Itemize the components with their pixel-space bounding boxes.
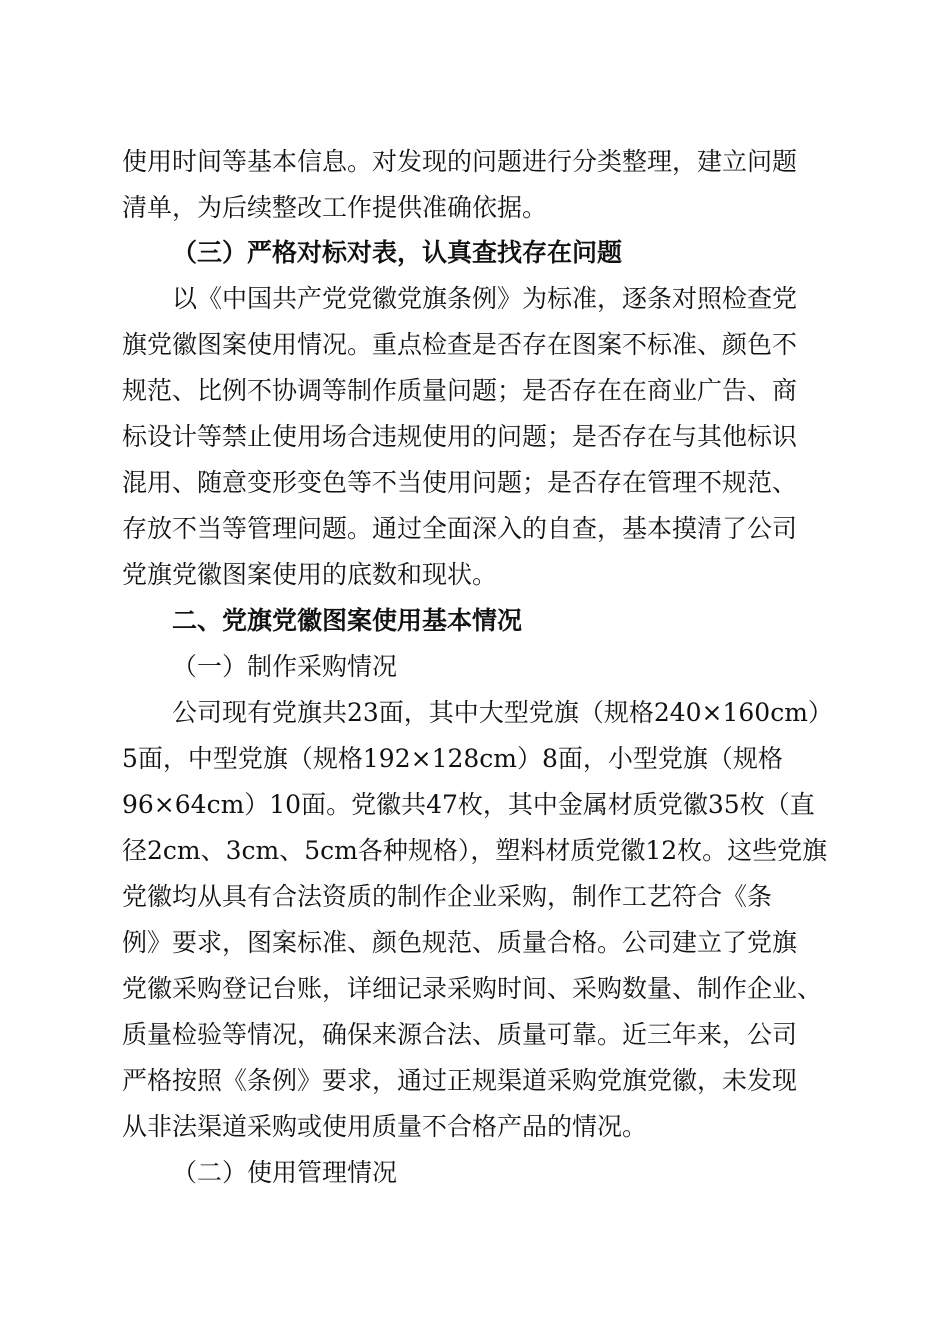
line-text: 党徽均从具有合法资质的制作企业采购，制作工艺符合《条: [122, 882, 773, 911]
section-heading: [0, 598, 950, 644]
paragraph-line: [0, 782, 950, 828]
paragraph-line: [0, 828, 950, 874]
paragraph-line: [0, 966, 950, 1012]
line-text: 从非法渠道采购或使用质量不合格产品的情况。: [122, 1112, 648, 1141]
line-text: 公司现有党旗共23面，其中大型党旗（规格240×160cm）: [172, 698, 833, 727]
paragraph-line: [0, 460, 950, 506]
paragraph-line: [0, 185, 950, 231]
paragraph-line: [0, 874, 950, 920]
paragraph-line: [0, 552, 950, 598]
line-text: （一）制作采购情况: [172, 652, 398, 681]
line-text: 以《中国共产党党徽党旗条例》为标准，逐条对照检查党: [172, 284, 798, 313]
line-text: 混用、随意变形变色等不当使用问题；是否存在管理不规范、: [122, 468, 798, 497]
paragraph-line: [0, 1058, 950, 1104]
paragraph-line: [0, 736, 950, 782]
paragraph-line: [0, 1012, 950, 1058]
subsection-heading: [0, 644, 950, 690]
line-text: （二）使用管理情况: [172, 1158, 398, 1187]
line-text: 使用时间等基本信息。对发现的问题进行分类整理，建立问题: [122, 147, 798, 176]
subsection-heading: [0, 1150, 950, 1196]
paragraph-line: [0, 506, 950, 552]
line-text: 例》要求，图案标准、颜色规范、质量合格。公司建立了党旗: [122, 928, 798, 957]
paragraph-line: [0, 276, 950, 322]
line-text: 二、党旗党徽图案使用基本情况: [172, 606, 523, 635]
line-text: 标设计等禁止使用场合违规使用的问题；是否存在与其他标识: [122, 422, 798, 451]
line-text: 党徽采购登记台账，详细记录采购时间、采购数量、制作企业、: [122, 974, 823, 1003]
paragraph-line: [0, 414, 950, 460]
paragraph-line: [0, 322, 950, 368]
line-text: 党旗党徽图案使用的底数和现状。: [122, 560, 498, 589]
line-text: 96×64cm）10面。党徽共47枚，其中金属材质党徽35枚（直: [122, 790, 815, 819]
line-text: 质量检验等情况，确保来源合法、质量可靠。近三年来，公司: [122, 1020, 798, 1049]
paragraph-line: [0, 368, 950, 414]
paragraph-line: [0, 920, 950, 966]
paragraph-line: [0, 690, 950, 736]
line-text: 5面，中型党旗（规格192×128cm）8面，小型党旗（规格: [122, 744, 783, 773]
subsection-heading: [0, 230, 950, 276]
line-text: 旗党徽图案使用情况。重点检查是否存在图案不标准、颜色不: [122, 330, 798, 359]
line-text: 严格按照《条例》要求，通过正规渠道采购党旗党徽，未发现: [122, 1066, 798, 1095]
line-text: 径2cm、3cm、5cm各种规格），塑料材质党徽12枚。这些党旗: [122, 836, 828, 865]
line-text: 存放不当等管理问题。通过全面深入的自查，基本摸清了公司: [122, 514, 798, 543]
paragraph-line: [0, 1104, 950, 1150]
line-text: （三）严格对标对表，认真查找存在问题: [172, 238, 623, 267]
paragraph-line: [0, 139, 950, 185]
line-text: 清单，为后续整改工作提供准确依据。: [122, 193, 548, 222]
line-text: 规范、比例不协调等制作质量问题；是否存在在商业广告、商: [122, 376, 798, 405]
